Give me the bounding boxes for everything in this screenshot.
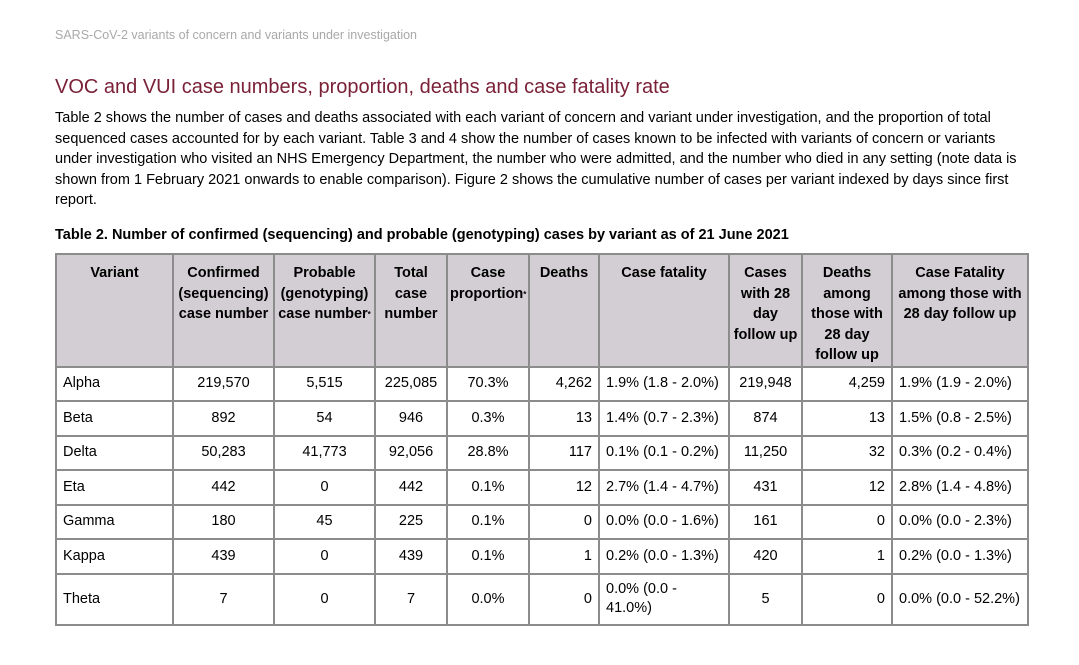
cell-cases28: 11,250 [729,436,802,471]
cell-total: 946 [375,401,447,436]
cell-cfr28: 1.5% (0.8 - 2.5%) [892,401,1028,436]
cell-cfr: 1.9% (1.8 - 2.0%) [599,367,729,402]
cell-cases28: 420 [729,539,802,574]
header-total: Total case number [375,254,447,367]
cell-cases28: 874 [729,401,802,436]
cell-confirmed: 219,570 [173,367,274,402]
table-caption: Table 2. Number of confirmed (sequencing) and probable (genotyping) cases by variant as of 21 June 2021 [55,227,789,243]
cell-cfr: 0.2% (0.0 - 1.3%) [599,539,729,574]
cell-deaths28: 0 [802,505,892,540]
cell-total: 442 [375,470,447,505]
cell-probable: 54 [274,401,375,436]
cell-cfr28: 0.3% (0.2 - 0.4%) [892,436,1028,471]
cell-proportion: 0.1% [447,470,529,505]
header-proportion: Case proportion* [447,254,529,367]
header-variant: Variant [56,254,173,367]
cell-total: 7 [375,574,447,625]
footnote-mark: * [523,289,527,299]
cell-confirmed: 7 [173,574,274,625]
cell-variant: Delta [56,436,173,471]
cell-proportion: 0.0% [447,574,529,625]
cell-deaths: 0 [529,574,599,625]
intro-paragraph: Table 2 shows the number of cases and deaths associated with each variant of concern and variant under investigation, and the proportion of total sequenced cases accounted for by each variant. Table 3 and 4 show the number of cases known to be infected with variants of concern or variants under investigation who visited an NHS Emergency Department, the number who were admitted, and the number who died in any setting (note data is shown from 1 February 2021 onwards to enable comparison). Figure 2 shows the cumulative number of cases per variant indexed by days since first report. [55,110,1017,208]
cell-confirmed: 50,283 [173,436,274,471]
cell-confirmed: 442 [173,470,274,505]
cell-cfr: 0.0% (0.0 - 1.6%) [599,505,729,540]
cell-probable: 5,515 [274,367,375,402]
table-row [56,505,1028,540]
footnote-mark: * [367,310,371,319]
cell-total: 225,085 [375,367,447,402]
header-confirmed: Confirmed (sequencing) case number [173,254,274,367]
table-row [56,367,1028,402]
cell-deaths28: 0 [802,574,892,625]
cell-probable: 0 [274,539,375,574]
cell-deaths28: 13 [802,401,892,436]
table-row [56,470,1028,505]
cell-cases28: 161 [729,505,802,540]
cell-cases28: 5 [729,574,802,625]
cell-proportion: 28.8% [447,436,529,471]
cell-deaths: 4,262 [529,367,599,402]
cell-proportion: 0.3% [447,401,529,436]
header-case-fatality: Case fatality [599,254,729,367]
table-row [56,539,1028,574]
variant-case-table [55,253,1029,626]
table-row [56,574,1028,625]
cell-deaths: 117 [529,436,599,471]
cell-proportion: 0.1% [447,505,529,540]
cell-probable: 0 [274,574,375,625]
running-header: SARS-CoV-2 variants of concern and variants under investigation [55,28,417,42]
cell-variant: Eta [56,470,173,505]
cell-deaths: 1 [529,539,599,574]
cell-cfr: 1.4% (0.7 - 2.3%) [599,401,729,436]
cell-cfr: 0.1% (0.1 - 0.2%) [599,436,729,471]
cell-deaths: 0 [529,505,599,540]
cell-cfr28: 0.0% (0.0 - 2.3%) [892,505,1028,540]
cell-cases28: 431 [729,470,802,505]
table-row [56,436,1028,471]
cell-total: 439 [375,539,447,574]
section-title: VOC and VUI case numbers, proportion, deaths and case fatality rate [55,76,670,98]
cell-cfr28: 2.8% (1.4 - 4.8%) [892,470,1028,505]
header-probable: Probable (genotyping) case number* [274,254,375,367]
table-header-row [56,254,1028,367]
cell-deaths28: 12 [802,470,892,505]
cell-variant: Gamma [56,505,173,540]
cell-confirmed: 439 [173,539,274,574]
header-deaths-28day: Deaths among those with 28 day follow up [802,254,892,367]
cell-deaths28: 1 [802,539,892,574]
cell-cfr: 2.7% (1.4 - 4.7%) [599,470,729,505]
cell-probable: 41,773 [274,436,375,471]
cell-cfr28: 0.0% (0.0 - 52.2%) [892,574,1028,625]
cell-variant: Beta [56,401,173,436]
header-cfr-28day: Case Fatality among those with 28 day follow up [892,254,1028,367]
cell-proportion: 0.1% [447,539,529,574]
cell-proportion: 70.3% [447,367,529,402]
cell-total: 225 [375,505,447,540]
table-row [56,401,1028,436]
cell-deaths: 12 [529,470,599,505]
cell-cfr: 0.0% (0.0 - 41.0%) [599,574,729,625]
cell-variant: Theta [56,574,173,625]
cell-deaths: 13 [529,401,599,436]
cell-cases28: 219,948 [729,367,802,402]
cell-variant: Kappa [56,539,173,574]
cell-cfr28: 0.2% (0.0 - 1.3%) [892,539,1028,574]
cell-total: 92,056 [375,436,447,471]
header-cases-28day: Cases with 28 day follow up [729,254,802,367]
cell-confirmed: 180 [173,505,274,540]
cell-deaths28: 4,259 [802,367,892,402]
cell-variant: Alpha [56,367,173,402]
cell-deaths28: 32 [802,436,892,471]
cell-probable: 0 [274,470,375,505]
header-deaths: Deaths [529,254,599,367]
cell-probable: 45 [274,505,375,540]
cell-cfr28: 1.9% (1.9 - 2.0%) [892,367,1028,402]
cell-confirmed: 892 [173,401,274,436]
